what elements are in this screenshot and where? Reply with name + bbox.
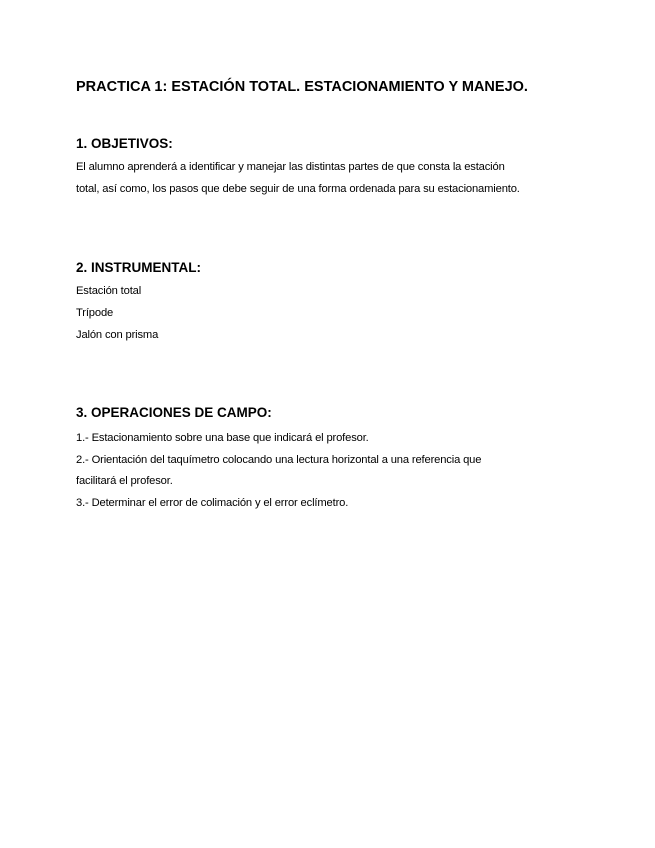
section-heading-operaciones: 3. OPERACIONES DE CAMPO:	[76, 405, 272, 420]
objetivos-text-line-2: total, así como, los pasos que debe seguir de una forma ordenada para su estacionamiento.	[76, 183, 520, 195]
document-title: PRACTICA 1: ESTACIÓN TOTAL. ESTACIONAMIENTO Y MANEJO.	[76, 79, 528, 95]
operaciones-step-1: 1.- Estacionamiento sobre una base que indicará el profesor.	[76, 432, 369, 444]
instrumental-item-estacion-total: Estación total	[76, 285, 142, 297]
operaciones-step-2-continued: facilitará el profesor.	[76, 475, 173, 487]
instrumental-item-jalon: Jalón con prisma	[76, 329, 159, 341]
operaciones-step-2: 2.- Orientación del taquímetro colocando una lectura horizontal a una referencia que	[76, 454, 482, 466]
objetivos-text-line-1: El alumno aprenderá a identificar y manejar las distintas partes de que consta la estación	[76, 161, 505, 173]
instrumental-item-tripode: Trípode	[76, 307, 114, 319]
section-heading-objetivos: 1. OBJETIVOS:	[76, 136, 173, 151]
operaciones-step-3: 3.- Determinar el error de colimación y el error eclímetro.	[76, 497, 349, 509]
section-heading-instrumental: 2. INSTRUMENTAL:	[76, 260, 201, 275]
